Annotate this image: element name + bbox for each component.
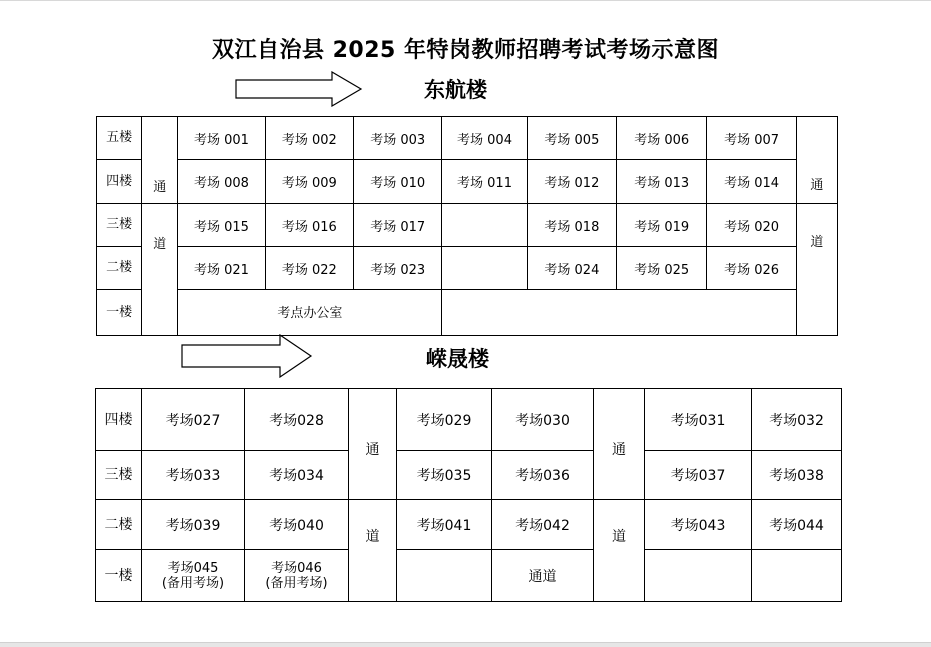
corridor-right-bottom: 道 <box>796 204 837 336</box>
exam-room: 考场 010 <box>354 160 442 204</box>
empty-cell <box>397 550 492 602</box>
exam-room: 考场 012 <box>527 160 616 204</box>
floor-label: 二楼 <box>96 500 142 550</box>
exam-room: 考场031 <box>645 389 752 451</box>
exam-room: 考场029 <box>397 389 492 451</box>
empty-cell <box>442 290 796 336</box>
room-note: (备用考场) <box>161 575 225 591</box>
exam-room-backup <box>142 550 245 602</box>
exam-room: 考场033 <box>142 451 245 500</box>
exam-room: 考场 025 <box>617 247 707 290</box>
exam-room: 考场 009 <box>265 160 353 204</box>
exam-room: 考场 008 <box>178 160 265 204</box>
passage-cell: 通道 <box>492 550 594 602</box>
exam-room: 考场 011 <box>442 160 527 204</box>
exam-room: 考场 026 <box>707 247 796 290</box>
exam-room: 考场 014 <box>707 160 796 204</box>
exam-room: 考场 002 <box>265 117 353 160</box>
corridor-right-top: 通 <box>594 389 645 500</box>
room-note: (备用考场) <box>265 575 328 591</box>
exam-room: 考场041 <box>397 500 492 550</box>
building-name-donghang: 东航楼 <box>424 78 487 102</box>
exam-room: 考场 013 <box>617 160 707 204</box>
floor-label: 四楼 <box>96 389 142 451</box>
floor-label: 三楼 <box>96 451 142 500</box>
building-donghang-table <box>96 116 838 336</box>
room-number: 考场046 <box>271 560 322 576</box>
exam-room: 考场027 <box>142 389 245 451</box>
arrow-right-icon <box>235 71 363 107</box>
empty-cell <box>442 247 527 290</box>
floor-label: 一楼 <box>96 550 142 602</box>
room-number: 考场045 <box>167 560 219 576</box>
exam-room: 考场044 <box>752 500 842 550</box>
exam-room: 考场034 <box>245 451 349 500</box>
building-name-rongsheng: 嵘晟楼 <box>426 347 489 371</box>
corridor-right-top: 通 <box>796 117 837 204</box>
exam-room: 考场 021 <box>178 247 265 290</box>
exam-room: 考场 005 <box>527 117 616 160</box>
exam-room: 考场 019 <box>617 204 707 247</box>
empty-cell <box>752 550 842 602</box>
page-title: 双江自治县 2025 年特岗教师招聘考试考场示意图 <box>211 38 720 63</box>
floor-label: 五楼 <box>97 117 142 160</box>
exam-room: 考场 015 <box>178 204 265 247</box>
exam-room: 考场040 <box>245 500 349 550</box>
corridor-left-top: 通 <box>142 117 178 204</box>
arrow-right-icon <box>181 334 313 378</box>
exam-room: 考场036 <box>492 451 594 500</box>
corridor-left-bottom: 道 <box>349 500 397 602</box>
exam-room: 考场 007 <box>707 117 796 160</box>
exam-room: 考场028 <box>245 389 349 451</box>
exam-room: 考场 020 <box>707 204 796 247</box>
corridor-right-bottom: 道 <box>594 500 645 602</box>
exam-room: 考场038 <box>752 451 842 500</box>
exam-room: 考场 024 <box>527 247 616 290</box>
exam-room-backup <box>245 550 349 602</box>
corridor-left-top: 通 <box>349 389 397 500</box>
exam-room: 考场 017 <box>354 204 442 247</box>
exam-room: 考场 001 <box>178 117 265 160</box>
exam-room: 考场037 <box>645 451 752 500</box>
exam-room: 考场042 <box>492 500 594 550</box>
exam-room: 考场 023 <box>354 247 442 290</box>
exam-room: 考场 018 <box>527 204 616 247</box>
window-top-border <box>0 0 931 1</box>
exam-room: 考场035 <box>397 451 492 500</box>
corridor-left-bottom: 道 <box>142 204 178 336</box>
window-bottom-border <box>0 642 931 647</box>
exam-room: 考场 004 <box>442 117 527 160</box>
floor-label: 二楼 <box>97 247 142 290</box>
exam-room: 考场030 <box>492 389 594 451</box>
building-rongsheng-table <box>95 388 842 602</box>
floor-label: 一楼 <box>97 290 142 336</box>
exam-room: 考场 016 <box>265 204 353 247</box>
exam-room: 考场032 <box>752 389 842 451</box>
floor-label: 三楼 <box>97 204 142 247</box>
exam-room: 考场 003 <box>354 117 442 160</box>
exam-room: 考场039 <box>142 500 245 550</box>
exam-room: 考场 022 <box>265 247 353 290</box>
empty-cell <box>645 550 752 602</box>
exam-room: 考场 006 <box>617 117 707 160</box>
exam-room: 考场043 <box>645 500 752 550</box>
floor-label: 四楼 <box>97 160 142 204</box>
office-room: 考点办公室 <box>178 290 442 336</box>
empty-cell <box>442 204 527 247</box>
